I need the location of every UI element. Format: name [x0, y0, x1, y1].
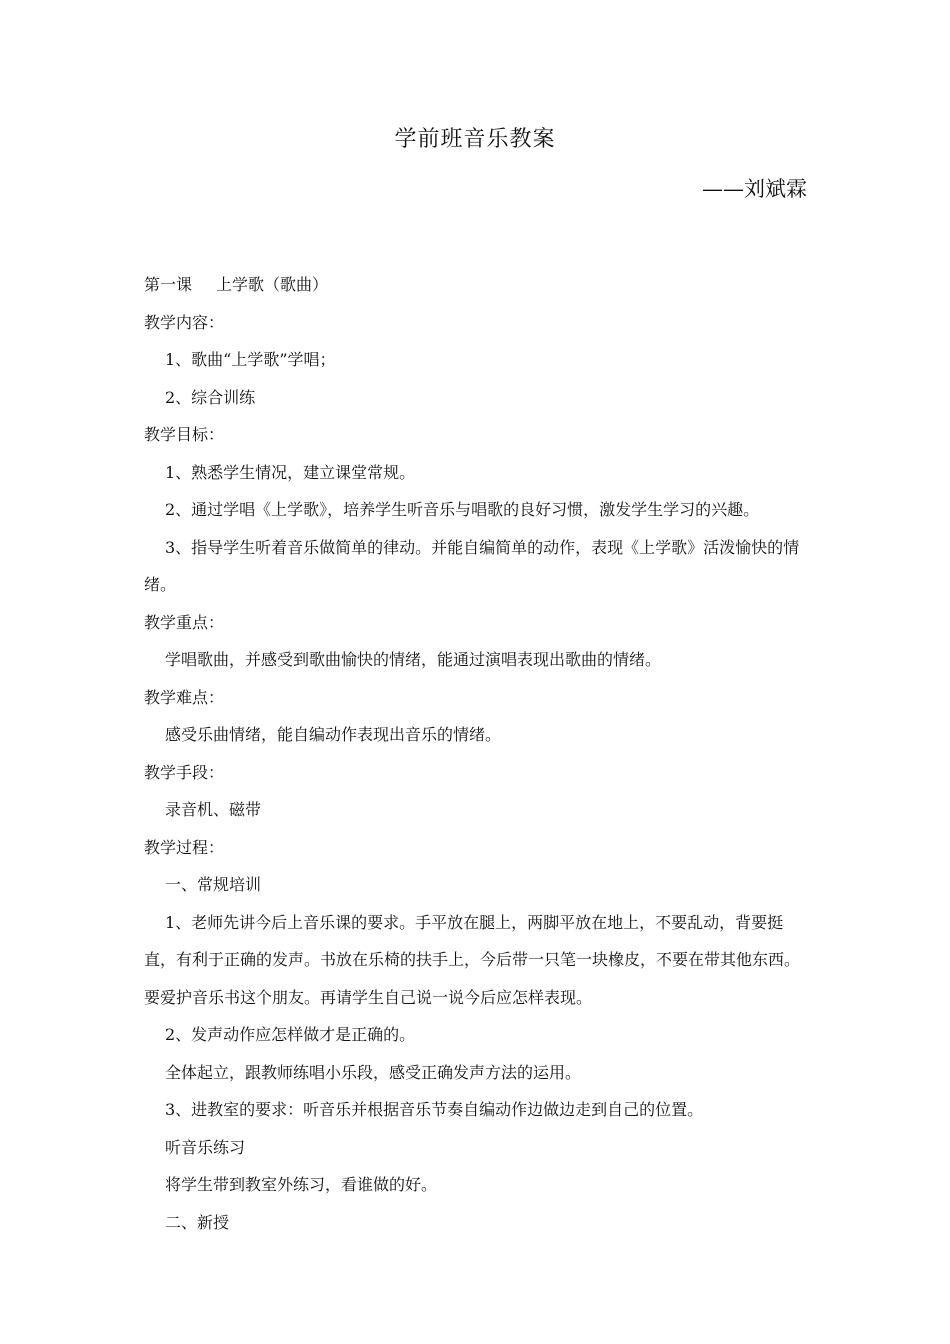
body-paragraph: 1、歌曲“上学歌”学唱；	[165, 350, 336, 369]
body-paragraph: 录音机、磁带	[165, 800, 262, 819]
body-paragraph: 3、指导学生听着音乐做简单的律动。并能自编简单的动作，表现《上学歌》活泼愉快的情绪。	[144, 537, 800, 594]
section-heading: 教学内容：	[144, 312, 225, 332]
document-body	[144, 266, 810, 1241]
body-paragraph: 全体起立，跟教师练唱小乐段，感受正确发声方法的运用。	[165, 1062, 582, 1082]
body-paragraph: 1、老师先讲今后上音乐课的要求。手平放在腿上，两脚平放在地上，不要乱动，背要挺直，有利于正确的发声。书放在乐椅的扶手上，今后带一只笔一块橡皮，不要在带其他东西。要爱护音乐书这个朋友。再请学生自己说一说今后应怎样表现。	[144, 912, 801, 1007]
body-paragraph: 1、熟悉学生情况，建立课堂常规。	[165, 462, 416, 482]
body-paragraph: 学唱歌曲，并感受到歌曲愉快的情绪，能通过演唱表现出歌曲的情绪。	[165, 650, 662, 669]
lesson-heading	[144, 266, 810, 304]
section-heading: 教学目标：	[144, 425, 225, 444]
section-heading: 教学重点：	[144, 612, 225, 632]
body-paragraph: 2、综合训练	[165, 387, 256, 407]
body-paragraph: 2、发声动作应怎样做才是正确的。	[165, 1025, 416, 1044]
section-heading: 教学难点：	[144, 687, 225, 707]
body-paragraph: 一、常规培训	[165, 875, 262, 894]
lesson-number: 第一课	[144, 275, 193, 294]
body-paragraph: 二、新授	[165, 1212, 230, 1232]
lesson-name: 上学歌（歌曲）	[216, 275, 329, 294]
author-line: ——刘斌霖	[702, 177, 807, 201]
body-paragraph: 3、进教室的要求：听音乐并根据音乐节奏自编动作边做边走到自己的位置。	[165, 1100, 704, 1119]
body-paragraph: 感受乐曲情绪，能自编动作表现出音乐的情绪。	[165, 725, 502, 744]
paragraph-list	[144, 304, 810, 1242]
body-paragraph: 听音乐练习	[165, 1137, 246, 1157]
body-paragraph: 将学生带到教室外练习，看谁做的好。	[165, 1175, 438, 1194]
body-paragraph: 2、通过学唱《上学歌》，培养学生听音乐与唱歌的良好习惯，激发学生学习的兴趣。	[165, 500, 760, 519]
section-heading: 教学手段：	[144, 762, 225, 782]
document-title: 学前班音乐教案	[394, 127, 556, 152]
section-heading: 教学过程：	[144, 837, 225, 857]
